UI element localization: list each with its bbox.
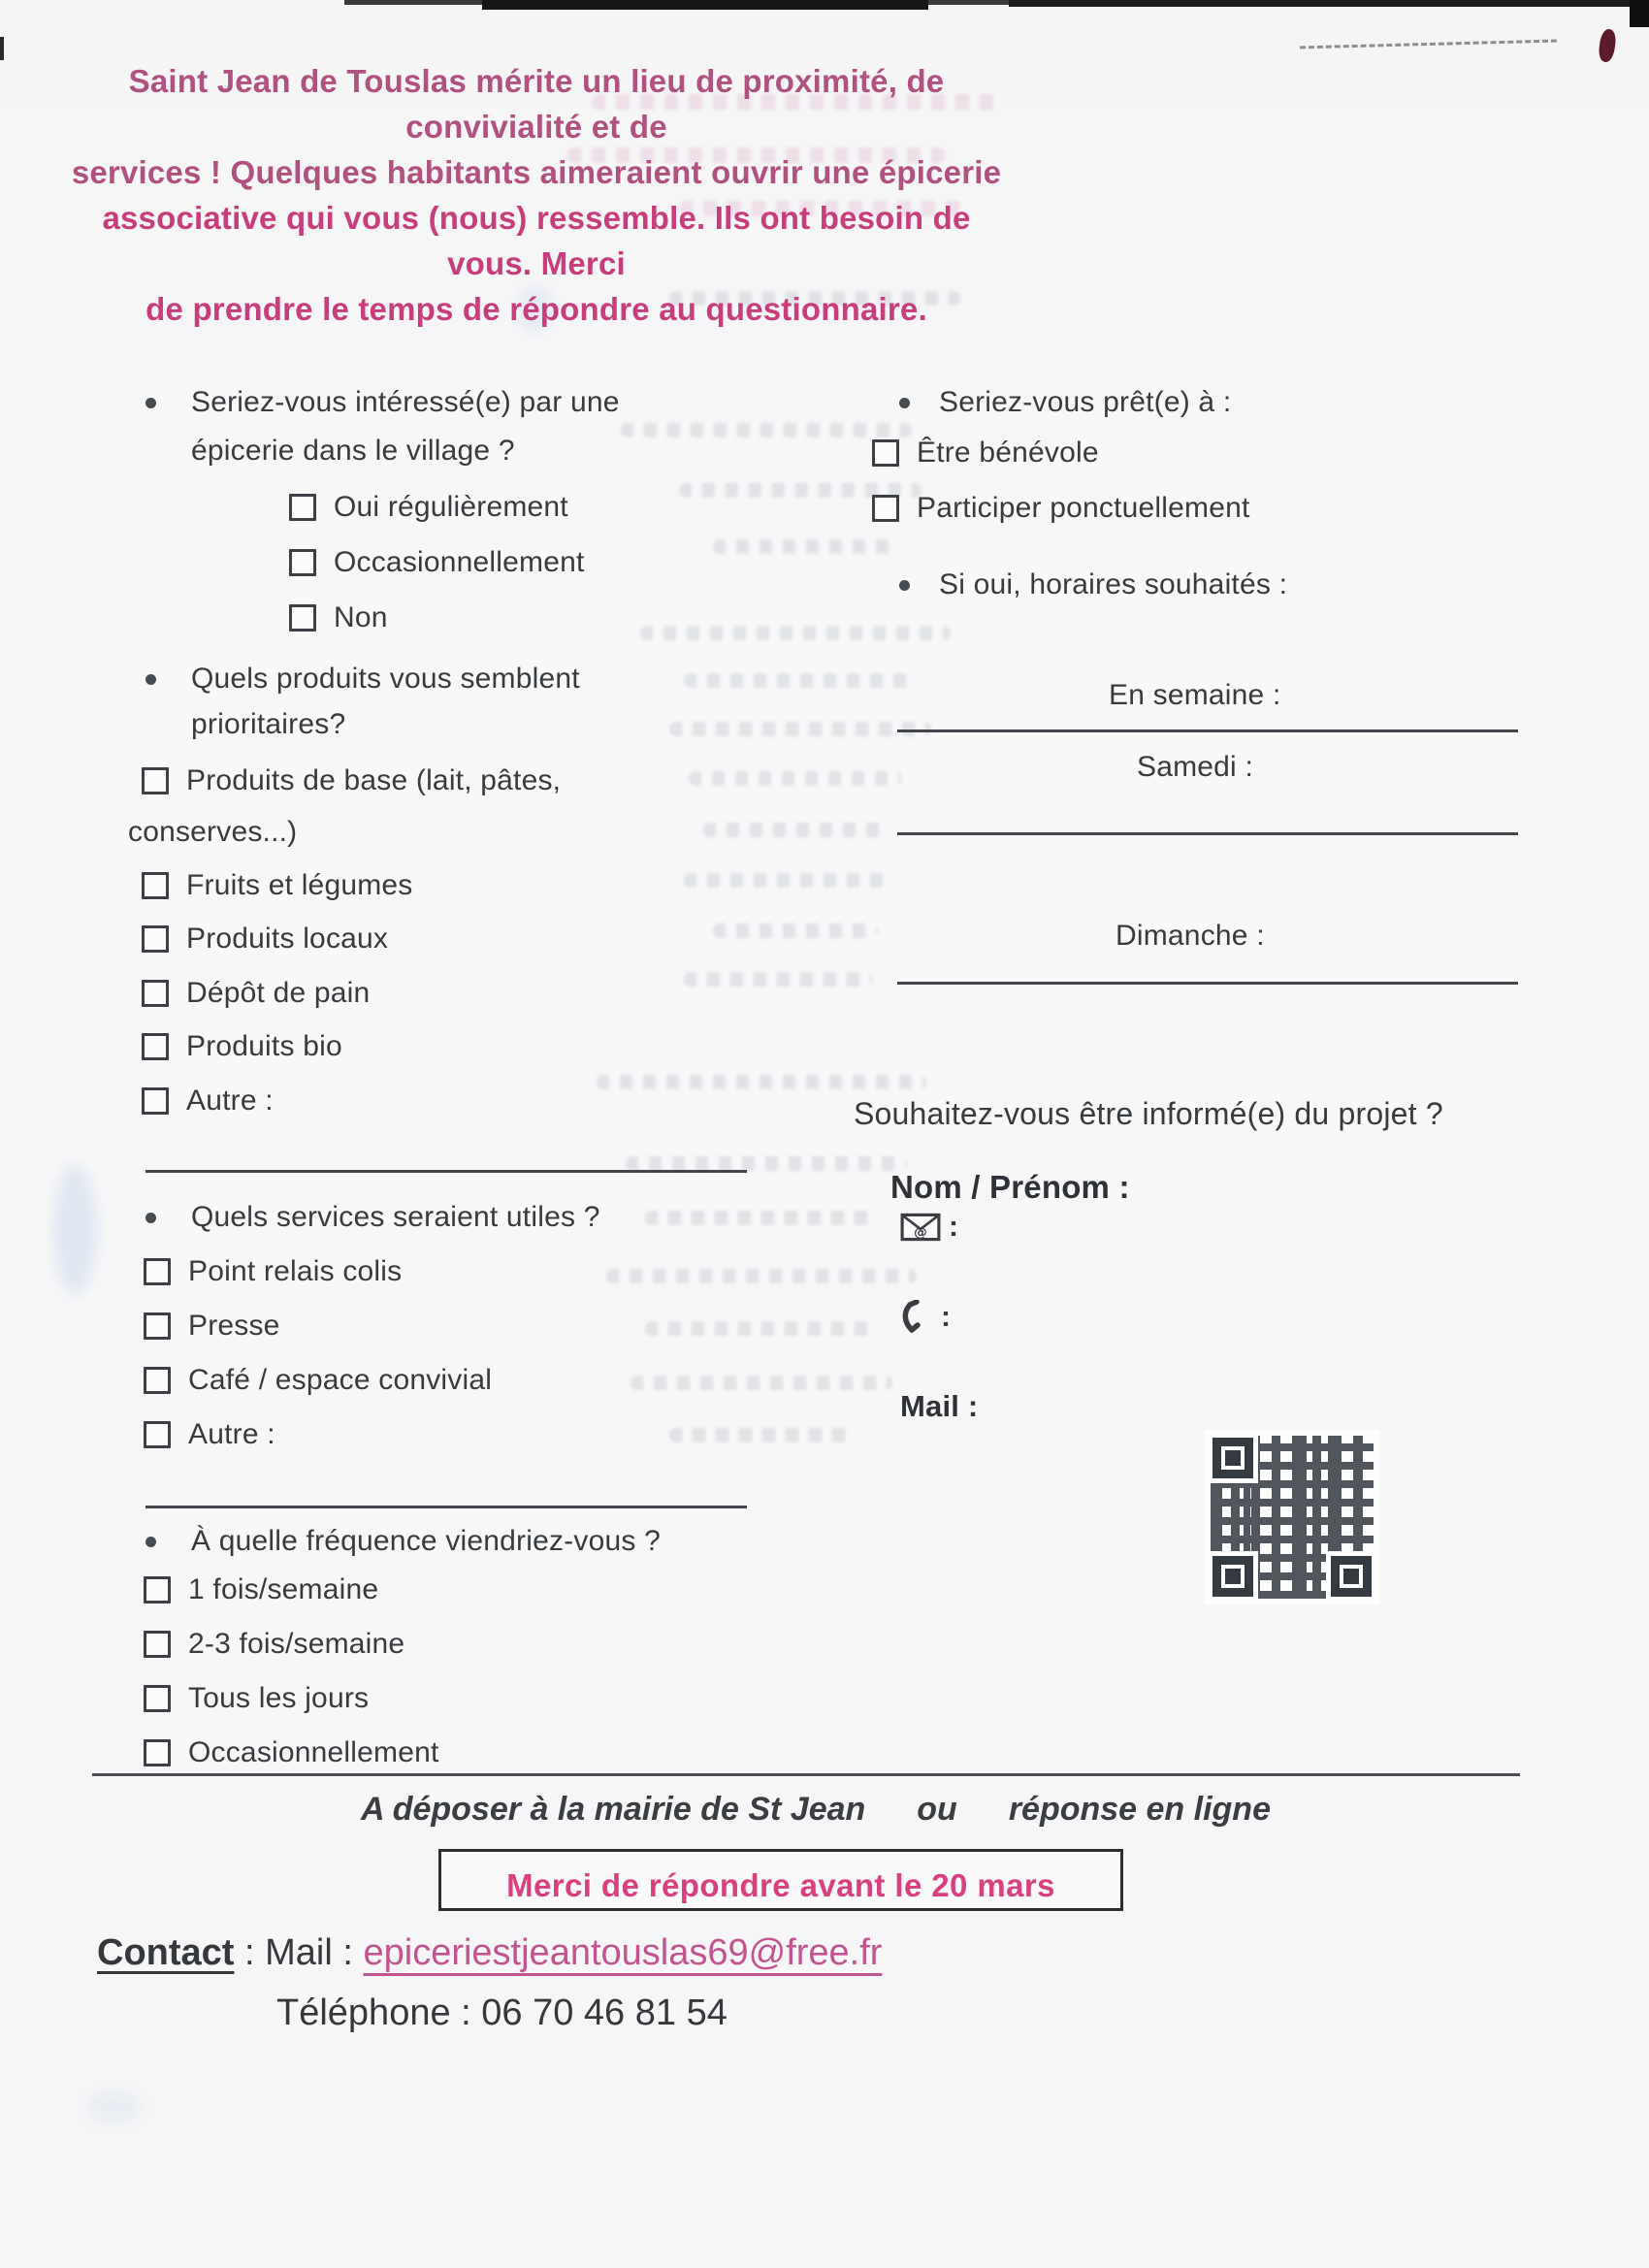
header-line: Saint Jean de Touslas mérite un lieu de proximité, de convivialité et de [128,63,945,145]
bullet-icon [146,1537,156,1547]
option-label: Produits locaux [186,923,389,955]
question-text: épicerie dans le village ? [191,435,515,467]
option-label: Produits de base (lait, pâtes, [186,764,562,796]
write-in-line-products-autre[interactable] [146,1170,747,1173]
slot-dimanche [1116,920,1265,953]
scan-smudge [87,2090,141,2123]
question-text: Quels produits vous semblent [191,663,580,695]
checkbox-icon[interactable] [142,1087,169,1115]
option-1-fois-semaine[interactable] [144,1573,378,1606]
question-text: Si oui, horaires souhaités : [939,568,1288,600]
scan-edge-artifact [482,0,928,10]
checkbox-icon[interactable] [144,1685,171,1712]
slot-en-semaine [1109,679,1281,712]
option-label: 1 fois/semaine [188,1573,379,1605]
mail-field-label [900,1389,978,1424]
svg-text:@: @ [914,1224,927,1241]
qr-finder-icon [1212,1556,1253,1597]
checkbox-icon[interactable] [289,604,316,632]
deposit-instructions [361,1791,1271,1829]
option-presse[interactable] [144,1310,280,1343]
option-label: Oui régulièrement [334,491,568,523]
checkbox-icon[interactable] [144,1576,171,1604]
option-produits-de-base[interactable] [142,764,561,797]
checkbox-icon[interactable] [144,1258,171,1285]
scan-smudge [53,1164,97,1295]
question-text: Souhaitez-vous être informé(e) du projet ? [854,1096,1443,1131]
bleed-through-artifact [684,673,917,688]
header-line: de prendre le temps de répondre au questionnaire. [146,291,927,327]
bullet-icon [146,674,156,685]
bleed-through-artifact [689,771,902,786]
option-label: Produits bio [186,1030,342,1062]
qr-code [1205,1430,1379,1604]
option-point-relais-colis[interactable] [144,1255,402,1288]
footer-separator [92,1773,1520,1776]
option-2-3-fois-semaine[interactable] [144,1628,404,1661]
deadline-box [438,1849,1123,1911]
bullet-icon [899,398,910,408]
intro-header [56,58,1017,332]
option-label: Participer ponctuellement [917,492,1250,524]
scan-edge-artifact [1009,0,1649,7]
field-colon: : [941,1301,951,1333]
contact-separator: : Mail : [234,1932,364,1973]
envelope-icon [900,1213,941,1242]
write-in-line-samedi[interactable] [897,832,1518,835]
phone-line: Téléphone : 06 70 46 81 54 [276,1993,728,2033]
option-produits-de-base-suite [128,816,297,849]
checkbox-icon[interactable] [289,494,316,521]
qr-finder-icon [1212,1438,1253,1478]
name-field-label [890,1169,1130,1206]
slot-label: En semaine : [1109,679,1281,711]
option-label: conserves...) [128,816,298,848]
option-oui-regulierement[interactable] [289,491,568,524]
deposit-or: ou [917,1791,957,1828]
option-label: Point relais colis [188,1255,403,1287]
option-occasionnellement[interactable] [289,546,585,579]
question-text: Quels services seraient utiles ? [191,1201,600,1233]
question-interest [146,386,620,419]
phone-icon [900,1300,933,1335]
bullet-icon [146,1213,156,1223]
bleed-through-artifact [703,823,888,837]
question-text: Seriez-vous prêt(e) à : [939,386,1232,418]
write-in-line-en-semaine[interactable] [897,729,1518,732]
bleed-through-artifact [684,972,873,987]
question-hours [899,568,1287,601]
write-in-line-dimanche[interactable] [897,982,1518,985]
option-label: Être bénévole [917,437,1099,469]
checkbox-icon[interactable] [144,1631,171,1658]
bleed-through-artifact [640,626,951,640]
question-frequency [146,1525,661,1558]
deposit-text: A déposer à la mairie de St Jean [361,1791,866,1828]
bleed-through-artifact [597,1075,926,1089]
option-etre-benevole[interactable] [872,437,1099,470]
option-label: Non [334,601,388,633]
option-services-autre[interactable] [144,1418,275,1451]
ink-blot-artifact [1598,28,1618,63]
bleed-through-artifact [645,1211,878,1225]
bleed-through-artifact [630,1376,892,1390]
option-label: Café / espace convivial [188,1364,493,1396]
checkbox-icon[interactable] [142,767,169,794]
bleed-through-artifact [606,1269,917,1283]
email-field-row[interactable] [900,1211,958,1244]
field-label: Mail : [900,1389,979,1423]
scan-corner-artifact [1630,0,1649,27]
question-text: prioritaires? [191,708,346,740]
option-fruits-legumes[interactable] [142,869,412,902]
option-non[interactable] [289,601,388,634]
option-frequency-occasionnellement[interactable] [144,1736,439,1769]
question-interest-line2 [191,435,515,468]
scan-edge-artifact [0,37,4,60]
option-produits-locaux[interactable] [142,923,388,956]
pen-squiggle-artifact [1300,40,1557,49]
question-products [146,663,580,696]
bleed-through-artifact [669,1428,854,1442]
qr-finder-icon [1331,1556,1372,1597]
deposit-online: réponse en ligne [1008,1791,1271,1828]
question-informed [854,1096,1443,1132]
slot-label: Samedi : [1137,751,1253,783]
contact-label: Contact [97,1932,235,1973]
bleed-through-artifact [645,1321,878,1336]
option-label: Autre : [186,1085,274,1117]
field-label: Nom / Prénom : [890,1169,1130,1205]
question-products-line2 [191,708,345,741]
option-label: Dépôt de pain [186,977,371,1009]
checkbox-icon[interactable] [289,549,316,576]
checkbox-icon[interactable] [144,1312,171,1340]
contact-line [97,1932,882,1974]
slot-samedi [1137,751,1253,784]
option-tous-les-jours[interactable] [144,1682,369,1715]
checkbox-icon[interactable] [142,925,169,953]
option-produits-bio[interactable] [142,1030,342,1063]
checkbox-icon[interactable] [144,1739,171,1766]
bullet-icon [899,580,910,591]
option-label: 2-3 fois/semaine [188,1628,405,1660]
option-label: Tous les jours [188,1682,370,1714]
checkbox-icon[interactable] [142,872,169,899]
field-colon: : [949,1211,958,1243]
option-participer-ponctuellement[interactable] [872,492,1250,525]
bleed-through-artifact [669,722,931,736]
slot-label: Dimanche : [1116,920,1265,952]
email-link[interactable]: epiceriestjeantouslas69@free.fr [363,1932,883,1973]
option-cafe-espace-convivial[interactable] [144,1364,492,1397]
bleed-through-artifact [684,873,892,888]
checkbox-icon[interactable] [142,1033,169,1060]
checkbox-icon[interactable] [872,439,899,467]
option-label: Presse [188,1310,280,1342]
option-label: Fruits et légumes [186,869,413,901]
option-label: Occasionnellement [334,546,585,578]
question-text: Seriez-vous intéressé(e) par une [191,386,620,418]
checkbox-icon[interactable] [872,495,899,522]
bleed-through-artifact [626,1156,907,1171]
question-ready [899,386,1231,419]
bleed-through-artifact [713,923,878,938]
checkbox-icon[interactable] [144,1421,171,1448]
option-produits-autre[interactable] [142,1085,274,1118]
bullet-icon [146,398,156,408]
header-line: associative qui vous (nous) ressemble. Ils ont besoin de vous. Merci [102,200,971,281]
phone-field-row[interactable] [900,1300,951,1335]
option-depot-de-pain[interactable] [142,977,370,1010]
option-label: Occasionnellement [188,1736,439,1768]
checkbox-icon[interactable] [142,980,169,1007]
question-text: À quelle fréquence viendriez-vous ? [191,1525,661,1557]
bleed-through-artifact [621,423,912,437]
bleed-through-artifact [713,539,897,554]
question-services [146,1201,600,1234]
deadline-text: Merci de répondre avant le 20 mars [506,1867,1055,1903]
checkbox-icon[interactable] [144,1367,171,1394]
option-label: Autre : [188,1418,275,1450]
header-line: services ! Quelques habitants aimeraient ouvrir une épicerie [71,154,1002,190]
write-in-line-services-autre[interactable] [146,1506,747,1508]
